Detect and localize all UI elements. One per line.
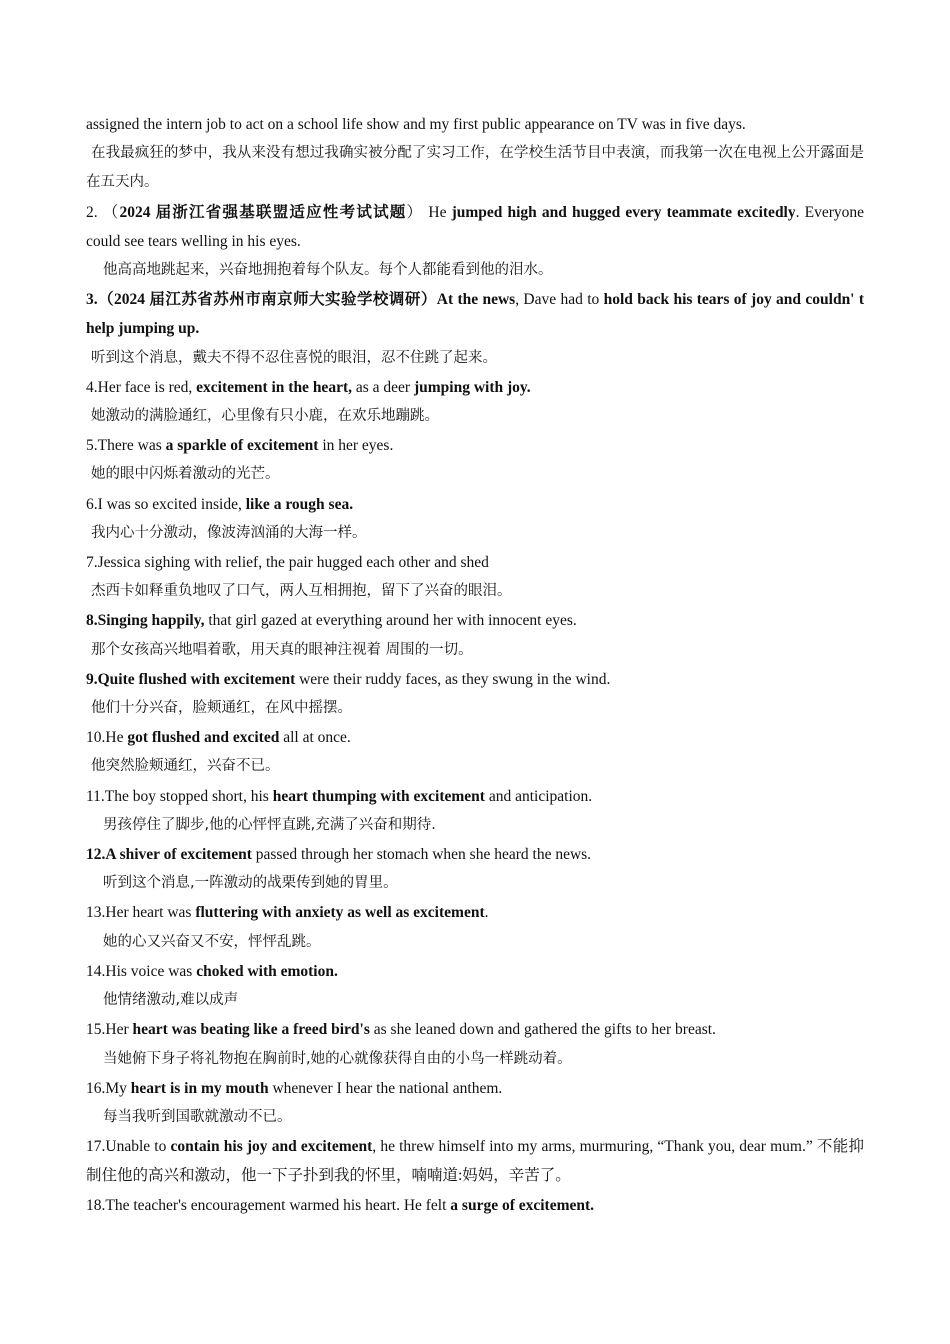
paragraph-p-09-zh bbox=[86, 694, 864, 723]
paragraph-p-14-en bbox=[86, 957, 864, 986]
paragraph-p-11-zh bbox=[86, 811, 864, 840]
text-run: as she leaned down and gathered the gifts to her breast. bbox=[369, 1021, 716, 1039]
paragraph-p-01-zh bbox=[86, 139, 864, 197]
bold-phrase: a sparkle of excitement bbox=[165, 437, 319, 455]
bold-phrase: contain his joy and excitement bbox=[170, 1138, 373, 1156]
bold-phrase: choked with emotion. bbox=[196, 962, 338, 980]
paragraph-p-02-zh bbox=[86, 256, 864, 285]
text-run: , Dave had to bbox=[515, 291, 604, 309]
paragraph-p-03-zh bbox=[86, 344, 864, 373]
text-run: 他突然脸颊通红，兴奋不已。 bbox=[91, 758, 280, 775]
text-run: 男孩停住了脚步,他的心怦怦直跳,充满了兴奋和期待. bbox=[103, 816, 436, 833]
paragraph-p-12-en bbox=[86, 840, 864, 869]
text-run: 2. （ bbox=[86, 203, 120, 221]
text-run: 她的心又兴奋又不安，怦怦乱跳。 bbox=[103, 933, 321, 950]
text-run: 每当我听到国歌就激动不已。 bbox=[103, 1108, 292, 1125]
text-run: 15.Her bbox=[86, 1021, 133, 1039]
paragraph-p-10-zh bbox=[86, 752, 864, 781]
paragraph-p-05-en bbox=[86, 431, 864, 460]
paragraph-p-01-en-cont bbox=[86, 110, 864, 139]
paragraph-p-09-en bbox=[86, 665, 864, 694]
text-run: all at once. bbox=[279, 729, 351, 747]
text-run: 他高高地跳起来，兴奋地拥抱着每个队友。每个人都能看到他的泪水。 bbox=[103, 262, 553, 279]
text-run: ） He bbox=[406, 203, 452, 221]
paragraph-p-10-en bbox=[86, 723, 864, 752]
text-run: 我内心十分激动，像波涛汹涌的大海一样。 bbox=[91, 524, 367, 541]
bold-phrase: a surge of excitement. bbox=[450, 1196, 595, 1214]
text-run: and anticipation. bbox=[484, 787, 593, 805]
text-run: 6.I was so excited inside, bbox=[86, 495, 246, 513]
text-run: 4.Her face is red, bbox=[86, 378, 197, 396]
text-run: 当她俯下身子将礼物抱在胸前时,她的心就像获得自由的小鸟一样跳动着。 bbox=[103, 1050, 572, 1067]
bold-phrase: jumped high and hugged every teammate excitedly bbox=[451, 203, 796, 221]
text-run: 11.The boy stopped short, his bbox=[86, 787, 273, 805]
paragraph-p-06-zh bbox=[86, 519, 864, 548]
text-run: 听到这个消息，戴夫不得不忍住喜悦的眼泪，忍不住跳了起来。 bbox=[91, 349, 497, 366]
paragraph-p-16-zh bbox=[86, 1103, 864, 1132]
bold-phrase: jumping with joy. bbox=[413, 378, 531, 396]
text-run: 杰西卡如释重负地叹了口气，两人互相拥抱，留下了兴奋的眼泪。 bbox=[91, 583, 512, 600]
paragraph-p-06-en bbox=[86, 490, 864, 519]
paragraph-p-12-zh bbox=[86, 869, 864, 898]
bold-phrase: 3.（2024 届江苏省苏州市南京师大实验学校调研）At the news bbox=[86, 291, 516, 309]
paragraph-p-04-zh bbox=[86, 402, 864, 431]
bold-phrase: fluttering with anxiety as well as excitement bbox=[195, 904, 485, 922]
text-run: that girl gazed at everything around her with innocent eyes. bbox=[204, 612, 577, 630]
bold-phrase: heart thumping with excitement bbox=[272, 787, 485, 805]
paragraph-p-08-en bbox=[86, 606, 864, 635]
document-page bbox=[86, 110, 864, 1220]
text-run: , he threw himself into my arms, murmuring, “Thank you, dear mum.” 不能抑制住他的高兴和激动，他一下子扑到我的怀里，喃喃道:妈妈，辛苦了。 bbox=[86, 1138, 864, 1185]
paragraph-p-15-zh bbox=[86, 1045, 864, 1074]
text-run: as a deer bbox=[351, 378, 414, 396]
text-run: 16.My bbox=[86, 1079, 131, 1097]
paragraph-p-02-en bbox=[86, 198, 864, 256]
bold-phrase: 9.Quite flushed with excitement bbox=[86, 670, 296, 688]
text-run: 在我最疯狂的梦中，我从来没有想过我确实被分配了实习工作，在学校生活节目中表演，而我第一次在电视上公开露面是在五天内。 bbox=[86, 145, 864, 191]
bold-phrase: 12.A shiver of excitement bbox=[86, 846, 252, 864]
bold-phrase: got flushed and excited bbox=[127, 729, 280, 747]
text-run: . bbox=[484, 904, 489, 922]
text-run: in her eyes. bbox=[318, 437, 394, 455]
paragraph-p-07-en bbox=[86, 548, 864, 577]
text-run: 听到这个消息,一阵激动的战栗传到她的胃里。 bbox=[103, 875, 398, 892]
text-run: were their ruddy faces, as they swung in the wind. bbox=[295, 670, 611, 688]
text-run: 7.Jessica sighing with relief, the pair hugged each other and shed bbox=[86, 554, 489, 572]
paragraph-p-04-en bbox=[86, 373, 864, 402]
paragraph-p-18-en bbox=[86, 1191, 864, 1220]
bold-phrase: excitement in the heart, bbox=[196, 378, 352, 396]
paragraph-p-15-en bbox=[86, 1015, 864, 1044]
text-run: assigned the intern job to act on a school life show and my first public appearance on TV was in five days. bbox=[86, 116, 746, 133]
bold-phrase: 2024 届浙江省强基联盟适应性考试试题 bbox=[119, 203, 407, 221]
text-run: 18.The teacher's encouragement warmed his heart. He felt bbox=[86, 1196, 451, 1214]
text-run: 他们十分兴奋，脸颊通红，在风中摇摆。 bbox=[91, 700, 352, 717]
text-run: 她激动的满脸通红，心里像有只小鹿，在欢乐地蹦跳。 bbox=[91, 408, 439, 425]
text-run: 13.Her heart was bbox=[86, 904, 196, 922]
bold-phrase: heart is in my mouth bbox=[130, 1079, 269, 1097]
text-run: 14.His voice was bbox=[86, 962, 197, 980]
text-run: 5.There was bbox=[86, 437, 166, 455]
paragraph-p-14-zh bbox=[86, 986, 864, 1015]
text-run: 她的眼中闪烁着激动的光芒。 bbox=[91, 466, 280, 483]
paragraph-p-08-zh bbox=[86, 636, 864, 665]
paragraph-p-13-en bbox=[86, 898, 864, 927]
bold-phrase: like a rough sea. bbox=[245, 495, 354, 513]
bold-phrase: heart was beating like a freed bird's bbox=[132, 1021, 370, 1039]
text-run: passed through her stomach when she heard the news. bbox=[251, 846, 592, 864]
bold-phrase: hold back his tears of joy and couldn' t help jumping up. bbox=[86, 291, 864, 338]
text-run: 17.Unable to bbox=[86, 1138, 171, 1156]
bold-phrase: 8.Singing happily, bbox=[86, 612, 205, 630]
paragraph-p-05-zh bbox=[86, 460, 864, 489]
paragraph-p-17-en bbox=[86, 1132, 864, 1190]
paragraph-p-16-en bbox=[86, 1074, 864, 1103]
paragraph-p-03-en bbox=[86, 285, 864, 343]
text-run: whenever I hear the national anthem. bbox=[268, 1079, 503, 1097]
text-run: 他情绪激动,难以成声 bbox=[103, 992, 239, 1009]
document-body bbox=[86, 110, 864, 1220]
paragraph-p-11-en bbox=[86, 782, 864, 811]
paragraph-p-07-zh bbox=[86, 577, 864, 606]
text-run: 10.He bbox=[86, 729, 128, 747]
text-run: 那个女孩高兴地唱着歌，用天真的眼神注视着 周围的一切。 bbox=[91, 641, 473, 658]
paragraph-p-13-zh bbox=[86, 928, 864, 957]
text-run: . Everyone could see tears welling in his eyes. bbox=[86, 203, 864, 250]
